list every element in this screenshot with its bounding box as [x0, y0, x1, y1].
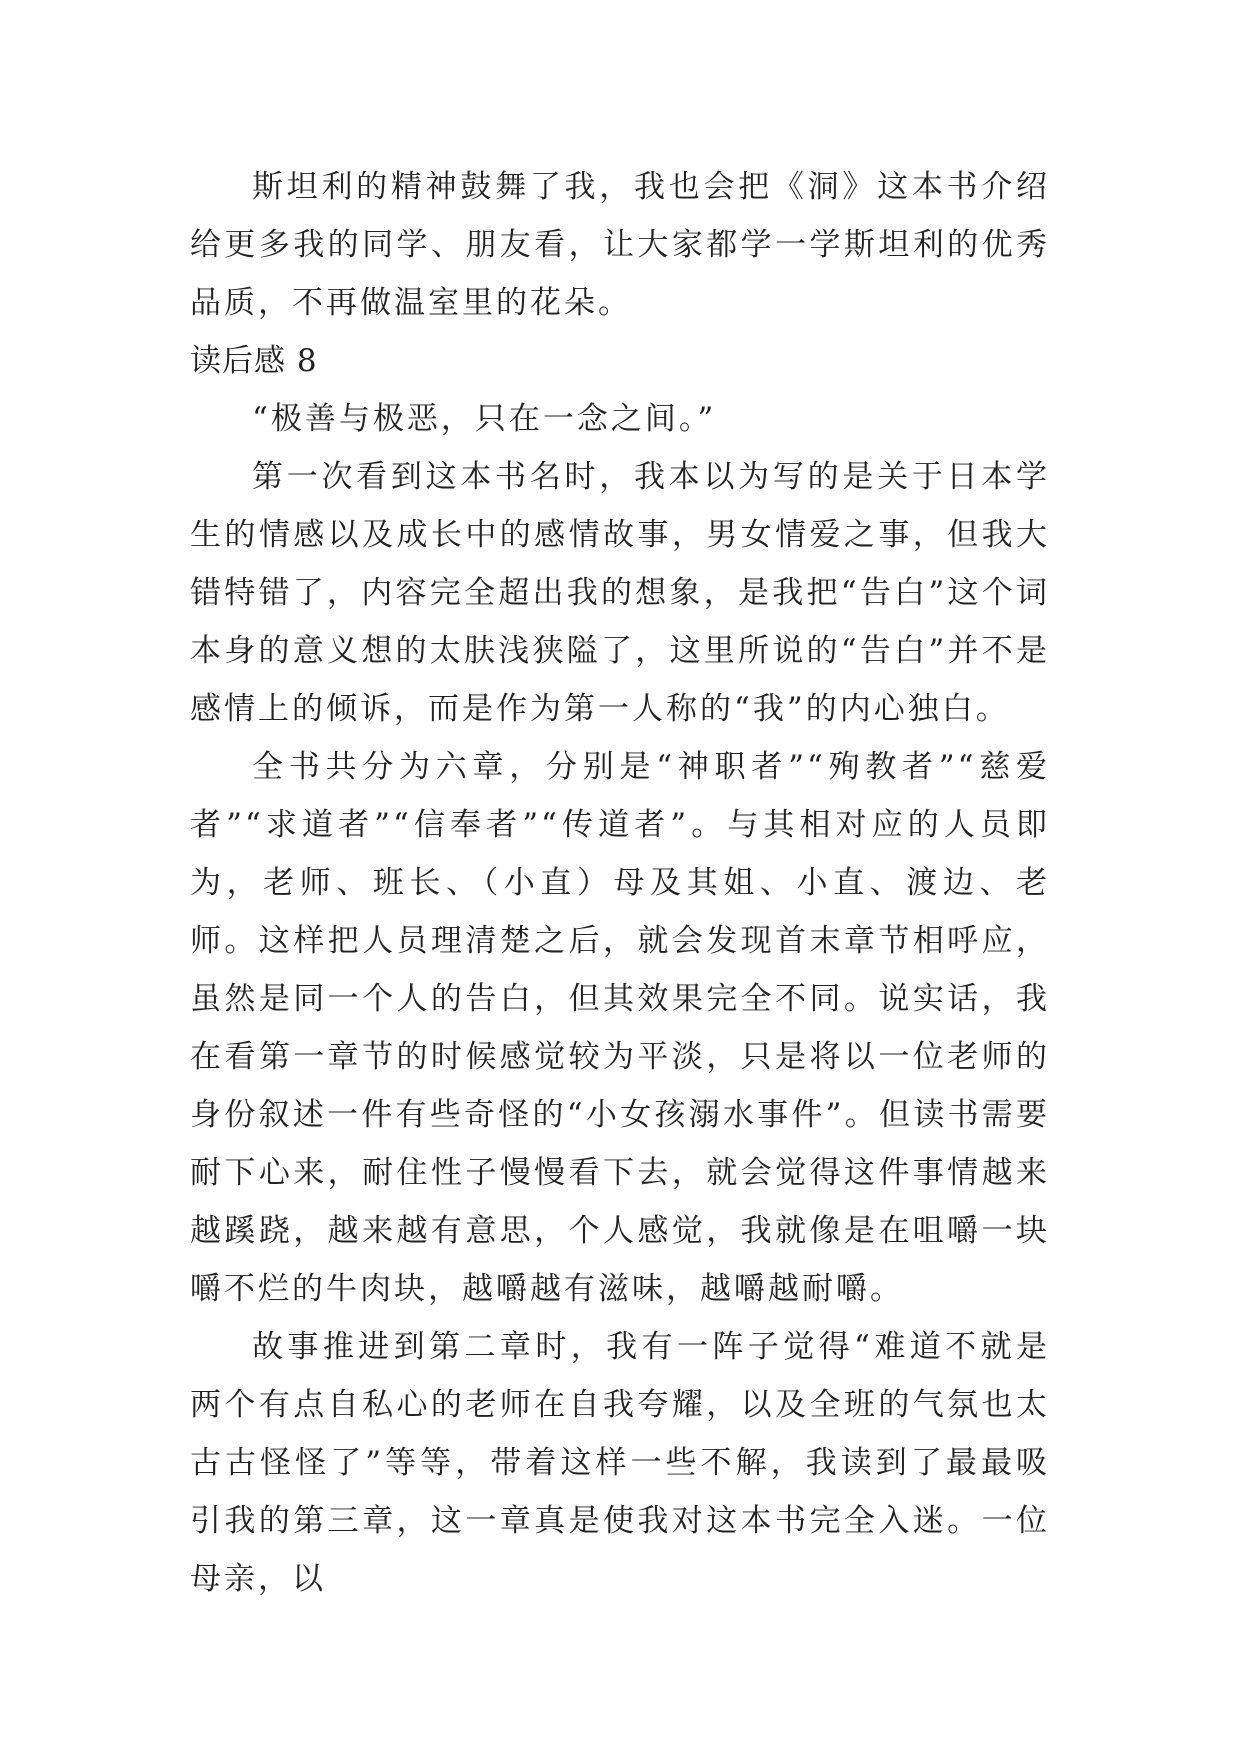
document-body — [190, 158, 1050, 1608]
paragraph-3: 故事推进到第二章时，我有一阵子觉得“难道不就是两个有点自私心的老师在自我夸耀，以及全班的气氛也太古古怪怪了”等等，带着这样一些不解，我读到了最最吸引我的第三章，这一章真是使我对这本书完全入迷。一位母亲，以 — [190, 1329, 1050, 1597]
section-title: 读后感 8 — [190, 343, 318, 379]
paragraph-1: 第一次看到这本书名时，我本以为写的是关于日本学生的情感以及成长中的感情故事，男女情爱之事，但我大错特错了，内容完全超出我的想象，是我把“告白”这个词本身的意义想的太肤浅狭隘了，这里所说的“告白”并不是感情上的倾诉，而是作为第一人称的“我”的内心独白。 — [190, 459, 1050, 727]
paragraph-2: 全书共分为六章，分别是“神职者”“殉教者”“慈爱者”“求道者”“信奉者”“传道者”。与其相对应的人员即为，老师、班长、（小直）母及其姐、小直、渡边、老师。这样把人员理清楚之后，就会发现首末章节相呼应，虽然是同一个人的告白，但其效果完全不同。说实话，我在看第一章节的时候感觉较为平淡，只是将以一位老师的身份叙述一件有些奇怪的“小女孩溺水事件”。但读书需要耐下心来，耐住性子慢慢看下去，就会觉得这件事情越来越蹊跷，越来越有意思，个人感觉，我就像是在咀嚼一块嚼不烂的牛肉块，越嚼越有滋味，越嚼越耐嚼。 — [190, 749, 1050, 1307]
paragraph-intro: 斯坦利的精神鼓舞了我，我也会把《洞》这本书介绍给更多我的同学、朋友看，让大家都学一学斯坦利的优秀品质，不再做温室里的花朵。 — [190, 169, 1050, 321]
epigraph-quote: “极善与极恶，只在一念之间。” — [252, 401, 717, 437]
